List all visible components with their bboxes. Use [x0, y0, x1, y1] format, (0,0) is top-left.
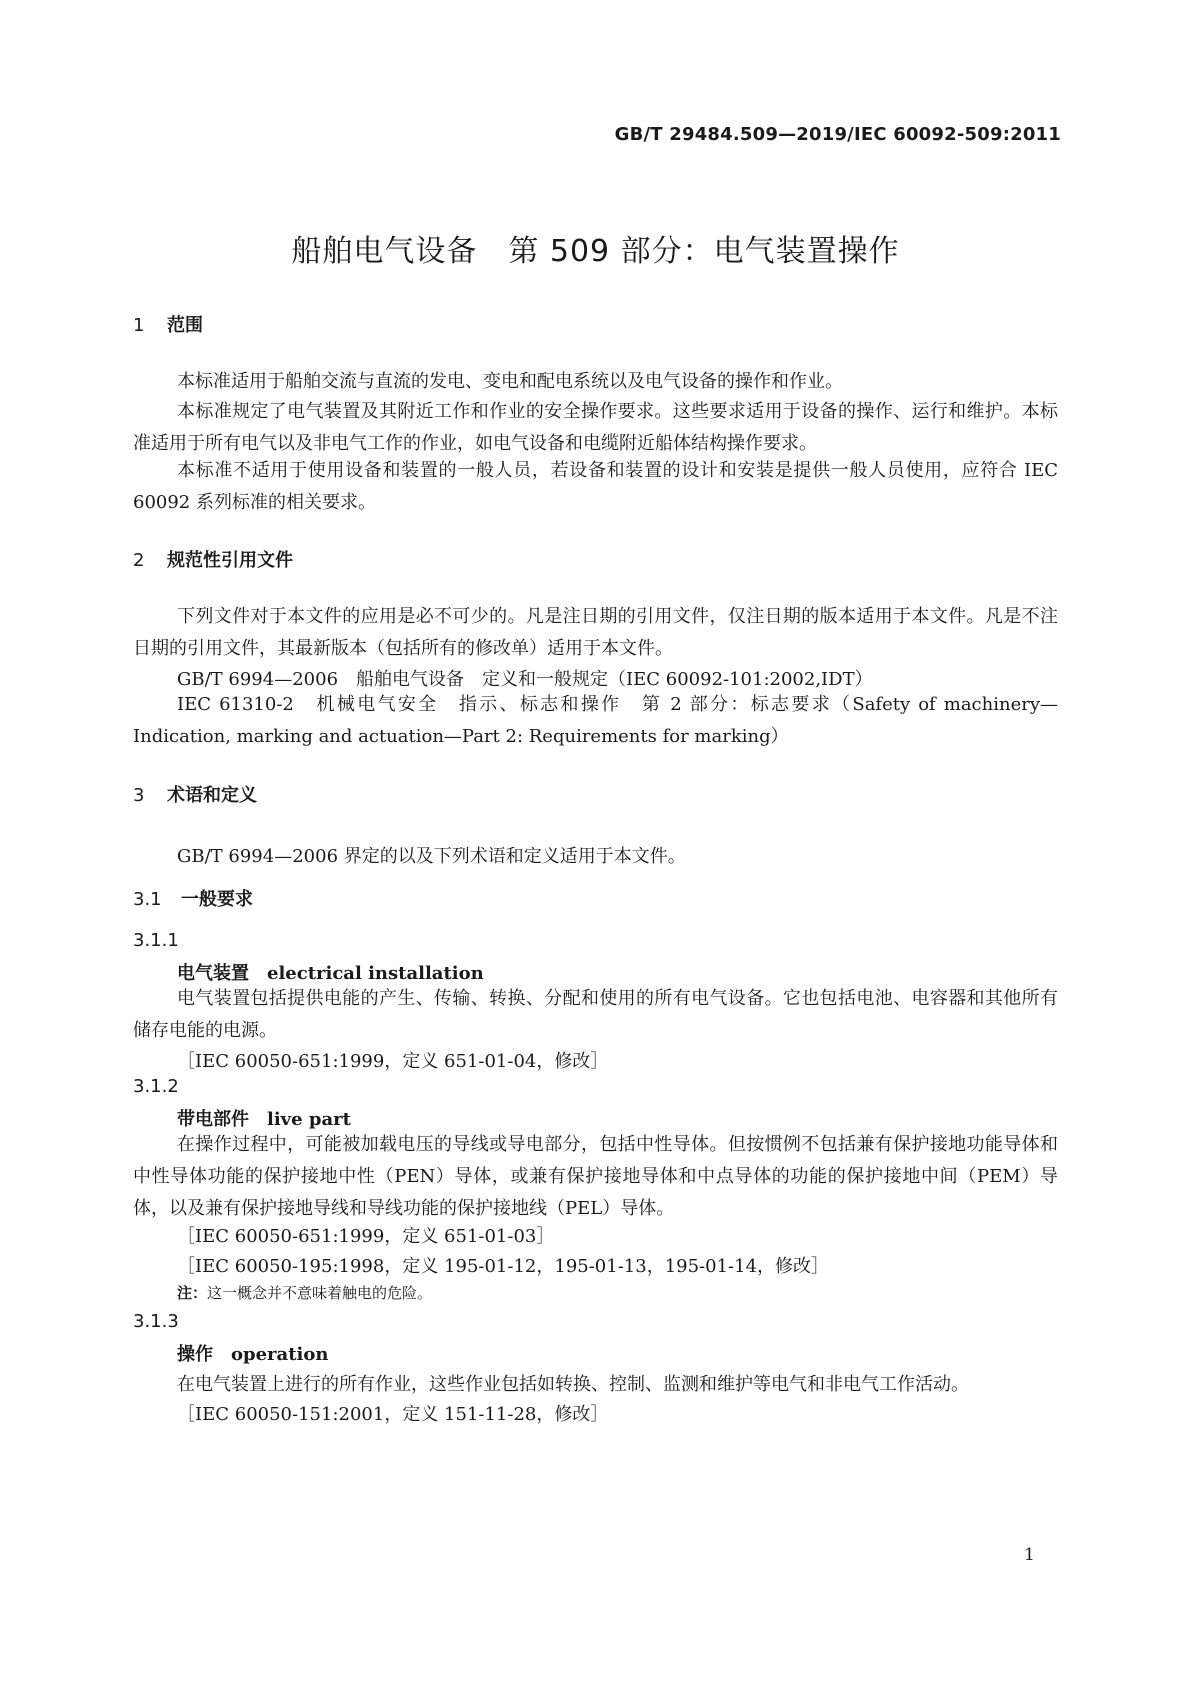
section-number: 1 — [133, 315, 145, 336]
reference-entry: GB/T 6994—2006 船舶电气设备 定义和一般规定（IEC 60092-101:2002,IDT） — [177, 669, 873, 690]
term-en: electrical installation — [267, 963, 484, 984]
reference-entry: IEC 61310-2 机械电气安全 指示、标志和操作 第 2 部分：标志要求（Safety of machinery—Indication, marking and actuation—Part 2: Requirements for marking） — [133, 694, 1058, 747]
term-zh: 电气装置 — [177, 963, 249, 984]
section-title: 规范性引用文件 — [167, 550, 293, 571]
note-text: 这一概念并不意味着触电的危险。 — [207, 1284, 433, 1302]
standard-code: GB/T 29484.509—2019/IEC 60092-509:2011 — [614, 124, 1061, 145]
section-number: 3 — [133, 785, 145, 806]
page-number: 1 — [1024, 1545, 1035, 1565]
paragraph: 本标准不适用于使用设备和装置的一般人员，若设备和装置的设计和安装是提供一般人员使用，应符合 IEC 60092 系列标准的相关要求。 — [133, 460, 1058, 513]
subsection-number: 3.1 — [133, 889, 162, 910]
section-title: 术语和定义 — [167, 785, 257, 806]
subsection-3-1-heading — [133, 885, 253, 911]
term-note — [177, 1282, 432, 1303]
subsection-title: 一般要求 — [181, 889, 253, 910]
term-definition: 在操作过程中，可能被加载电压的导线或导电部分，包括中性导体。但按惯例不包括兼有保护接地功能导体和中性导体功能的保护接地中性（PEN）导体，或兼有保护接地导体和中点导体的功能的保护接地中间（PEM）导体，以及兼有保护接地导线和导线功能的保护接地线（PEL）导体。 — [133, 1134, 1058, 1219]
term-heading — [177, 1105, 351, 1131]
section-3-heading — [133, 781, 257, 807]
document-title: 船舶电气设备 第 509 部分：电气装置操作 — [291, 234, 900, 269]
term-en: operation — [231, 1344, 329, 1365]
section-title: 范围 — [167, 315, 203, 336]
term-source: ［IEC 60050-651:1999，定义 651-01-04，修改］ — [177, 1051, 609, 1072]
term-source: ［IEC 60050-651:1999，定义 651-01-03］ — [177, 1226, 555, 1247]
paragraph: 本标准规定了电气装置及其附近工作和作业的安全操作要求。这些要求适用于设备的操作、运行和维护。本标准适用于所有电气以及非电气工作的作业，如电气设备和电缆附近船体结构操作要求。 — [133, 401, 1058, 454]
section-1-heading — [133, 311, 203, 337]
term-source: ［IEC 60050-151:2001，定义 151-11-28，修改］ — [177, 1404, 609, 1425]
term-definition: 电气装置包括提供电能的产生、传输、转换、分配和使用的所有电气设备。它也包括电池、电容器和其他所有储存电能的电源。 — [133, 988, 1058, 1041]
clause-number: 3.1.3 — [133, 1311, 179, 1332]
term-en: live part — [267, 1109, 351, 1130]
term-zh: 带电部件 — [177, 1109, 249, 1130]
term-source: ［IEC 60050-195:1998，定义 195-01-12，195-01-13，195-01-14，修改］ — [177, 1256, 830, 1277]
term-heading — [177, 1340, 328, 1366]
paragraph: 本标准适用于船舶交流与直流的发电、变电和配电系统以及电气设备的操作和作业。 — [177, 371, 843, 392]
term-definition: 在电气装置上进行的所有作业，这些作业包括如转换、控制、监测和维护等电气和非电气工作活动。 — [177, 1374, 969, 1395]
paragraph: 下列文件对于本文件的应用是必不可少的。凡是注日期的引用文件，仅注日期的版本适用于本文件。凡是不注日期的引用文件，其最新版本（包括所有的修改单）适用于本文件。 — [133, 606, 1058, 659]
term-heading — [177, 959, 484, 985]
clause-number: 3.1.2 — [133, 1076, 179, 1097]
term-zh: 操作 — [177, 1344, 213, 1365]
section-number: 2 — [133, 550, 145, 571]
clause-number: 3.1.1 — [133, 930, 179, 951]
note-label: 注： — [177, 1284, 208, 1302]
paragraph: GB/T 6994—2006 界定的以及下列术语和定义适用于本文件。 — [177, 846, 686, 867]
section-2-heading — [133, 546, 293, 572]
